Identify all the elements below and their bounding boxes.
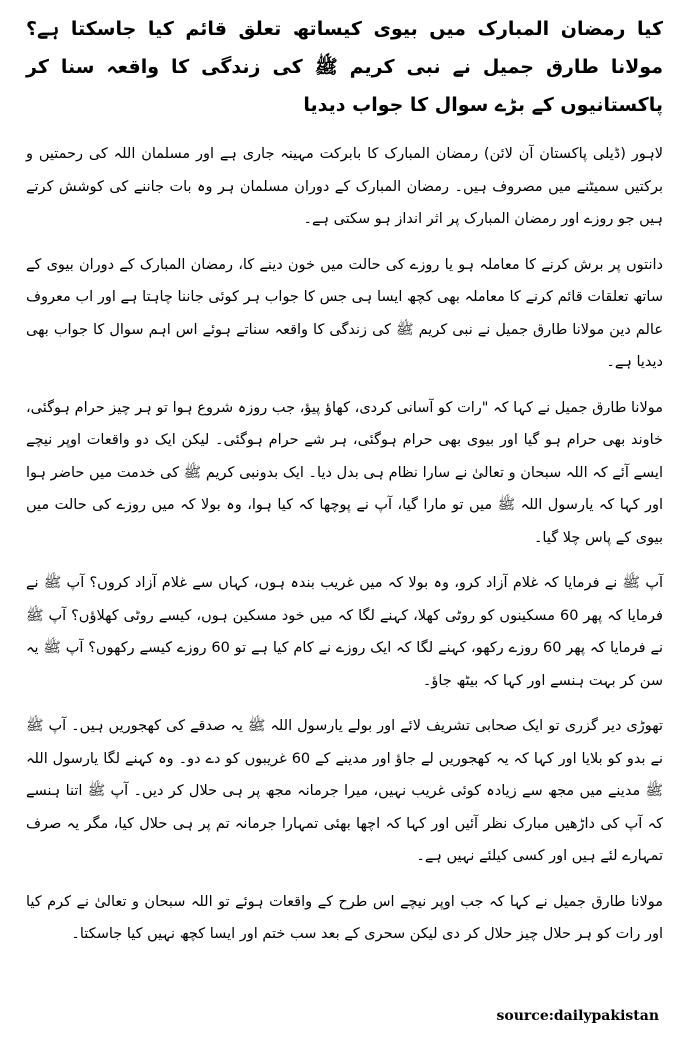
article-paragraph-2: دانتوں پر برش کرنے کا معاملہ ہو یا روزے کی حالت میں خون دینے کا، رمضان المبارک کے دوران بیوی کے ساتھ تعلقات قائم کرنے کا معاملہ بھی کچھ ایسا ہی جس کا جواب ہر کوئی جاننا چاہتا ہے اور اب معروف عالم دین مولانا طارق جمیل نے نبی کریم ﷺ کی زندگی کا واقعہ سناتے ہوئے اس اہم سوال کا جواب بھی دیدیا ہے۔ bbox=[26, 256, 663, 370]
article-paragraph-5: تھوڑی دیر گزری تو ایک صحابی تشریف لائے اور بولے یارسول اللہ ﷺ یہ صدقے کی کھجوریں ہیں۔ آپ ﷺ نے بدو کو بلایا اور کہا کہ یہ کھجوریں لے جاؤ اور مدینے کے 60 غریبوں کو دے دو۔ وہ کہنے لگا یارسول اللہ ﷺ مدینے میں مجھ سے زیادہ کوئی غریب نہیں، میرا جرمانہ مجھ پر ہی حلال کر دیں۔ آپ ﷺ اتنا ہنسے کہ آپ کی داڑھیں مبارک نظر آئیں اور کہا کہ اچھا بھئی تمہارا جرمانہ تم پر ہی حلال کیا، مگر یہ صرف تمہارے لئے ہیں اور کسی کیلئے نہیں ہے۔ bbox=[26, 718, 664, 864]
source-credit: source:dailypakistan bbox=[496, 1008, 659, 1024]
article-paragraph-1: لاہور (ڈیلی پاکستان آن لائن) رمضان المبارک کا بابرکت مہینہ جاری ہے اور مسلمان اللہ کی رحمتیں و برکتیں سمیٹنے میں مصروف ہیں۔ رمضان المبارک کے دوران مسلمان ہر وہ بات جاننے کی کوشش کرتے ہیں جو روزے اور رمضان المبارک پر اثر انداز ہو سکتی ہے۔ bbox=[26, 146, 663, 227]
article-paragraph-4: آپ ﷺ نے فرمایا کہ غلام آزاد کرو، وہ بولا کہ میں غریب بندہ ہوں، کہاں سے غلام آزاد کروں؟ آپ ﷺ نے فرمایا کہ پھر 60 مسکینوں کو روٹی کھلا، کہنے لگا کہ میں خود مسکین ہوں، کیسے روٹی کھلاؤں؟ آپ ﷺ نے فرمایا کہ پھر 60 روزے رکھو، کہنے لگا کہ ایک روزے نے کام کیا ہے تو 60 روزے کیسے رکھوں؟ آپ ﷺ یہ سن کر بہت ہنسے اور کہا کہ بیٹھ جاؤ۔ bbox=[26, 575, 663, 689]
article-paragraph-6: مولانا طارق جمیل نے کہا کہ جب اوپر نیچے اس طرح کے واقعات ہوئے تو اللہ سبحان و تعالیٰ نے کرم کیا اور رات کو ہر حلال چیز حلال کر دی لیکن سحری کے بعد سب ختم اور ایسا کچھ نہیں کیا جاسکتا۔ bbox=[26, 893, 663, 942]
article-headline: کیا رمضان المبارک میں بیوی کیساتھ تعلق قائم کیا جاسکتا ہے؟ مولانا طارق جمیل نے نبی کریم ﷺ کی زندگی کا واقعہ سنا کر پاکستانیوں کے بڑے سوال کا جواب دیدیا bbox=[26, 18, 663, 116]
article-paragraph-3: مولانا طارق جمیل نے کہا کہ "رات کو آسانی کردی، کھاؤ پیؤ، جب روزہ شروع ہوا تو ہر چیز حرام ہوگئی، خاوند بھی حرام ہو گیا اور بیوی بھی حرام ہوگئی، ہر شے حرام ہوگئی۔ لیکن ایک دو واقعات اوپر نیچے ایسے آئے کہ اللہ سبحان و تعالیٰ نے سارا نظام ہی بدل دیا۔ ایک بدونبی کریم ﷺ کی خدمت میں حاضر ہوا اور کہا کہ یارسول اللہ ﷺ میں تو مارا گیا، آپ نے پوچھا کہ کیا ہوا، وہ بولا کہ میں روزے کی حالت میں بیوی کے پاس چلا گیا۔ bbox=[26, 399, 663, 546]
